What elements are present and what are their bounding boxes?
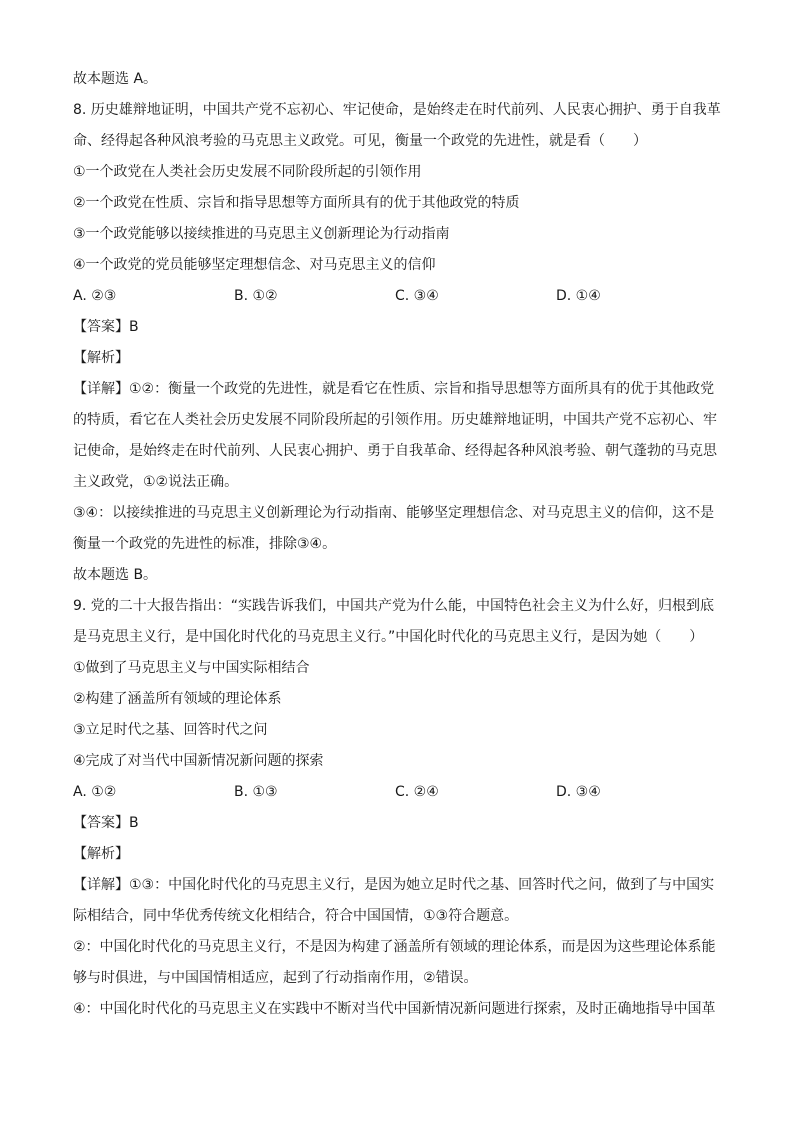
q8-item-3: ③一个政党能够以接续推进的马克思主义创新理论为行动指南: [73, 226, 450, 242]
q8-analysis-label: 【解析】: [73, 350, 129, 366]
q8-option-c: C. ③④: [395, 288, 439, 304]
q9-option-d: D. ③④: [556, 784, 601, 800]
q8-option-a: A. ②③: [73, 288, 117, 304]
q9-item-4: ④完成了对当代中国新情况新问题的探索: [73, 753, 324, 769]
q9-stem: 9. 党的二十大报告指出：“实践告诉我们，中国共产党为什么能，中国特色社会主义为什么好，归根到底是马克思主义行，是中国化时代化的马克思主义行。”中国化时代化的马克思主义行，是因为她（ ）: [73, 598, 715, 645]
q7-conclusion: 故本题选 A。: [73, 71, 158, 87]
q8-item-1: ①一个政党在人类社会历史发展不同阶段所起的引领作用: [73, 164, 422, 180]
q9-options: [73, 777, 722, 808]
q8-detail-2: ③④：以接续推进的马克思主义创新理论为行动指南、能够坚定理想信念、对马克思主义的信仰，这不是衡量一个政党的先进性的标准，排除③④。: [73, 505, 715, 552]
q9-detail-2: ②：中国化时代化的马克思主义行，不是因为构建了涵盖所有领域的理论体系，而是因为这些理论体系能够与时俱进，与中国国情相适应，起到了行动指南作用，②错误。: [73, 939, 716, 986]
q8-option-b: B. ①②: [234, 288, 278, 304]
q8-stem: 8. 历史雄辩地证明，中国共产党不忘初心、牢记使命，是始终走在时代前列、人民衷心拥护、勇于自我革命、经得起各种风浪考验的马克思主义政党。可见，衡量一个政党的先进性，就是看（ ）: [73, 102, 721, 149]
q9-item-1: ①做到了马克思主义与中国实际相结合: [73, 660, 310, 676]
q9-option-b: B. ①③: [234, 784, 278, 800]
q9-item-3: ③立足时代之基、回答时代之问: [73, 722, 268, 738]
q8-detail-1: 【详解】①②：衡量一个政党的先进性，就是看它在性质、宗旨和指导思想等方面所具有的优于其他政党的特质，看它在人类社会历史发展不同阶段所起的引领作用。历史雄辩地证明，中国共产党不忘初心、牢记使命，是始终走在时代前列、人民衷心拥护、勇于自我革命、经得起各种风浪考验、朝气蓬勃的马克思主义政党，①②说法正确。: [73, 381, 717, 490]
q9-analysis-label: 【解析】: [73, 846, 129, 862]
q9-option-c: C. ②④: [395, 784, 439, 800]
q9-option-a: A. ①②: [73, 784, 117, 800]
q8-conclusion: 故本题选 B。: [73, 567, 158, 583]
q8-item-2: ②一个政党在性质、宗旨和指导思想等方面所具有的优于其他政党的特质: [73, 195, 520, 211]
q8-item-4: ④一个政党的党员能够坚定理想信念、对马克思主义的信仰: [73, 257, 436, 273]
q8-option-d: D. ①④: [556, 288, 601, 304]
q9-detail-1: 【详解】①③：中国化时代化的马克思主义行，是因为她立足时代之基、回答时代之问，做到了与中国实际相结合，同中华优秀传统文化相结合，符合中国国情，①③符合题意。: [73, 877, 715, 924]
q8-answer: 【答案】B: [73, 319, 139, 335]
q9-item-2: ②构建了涵盖所有领域的理论体系: [73, 691, 282, 707]
q8-options: [73, 281, 722, 312]
q9-answer: 【答案】B: [73, 815, 139, 831]
q9-detail-3: ④：中国化时代化的马克思主义在实践中不断对当代中国新情况新问题进行探索，及时正确地指导中国革: [73, 1001, 716, 1017]
